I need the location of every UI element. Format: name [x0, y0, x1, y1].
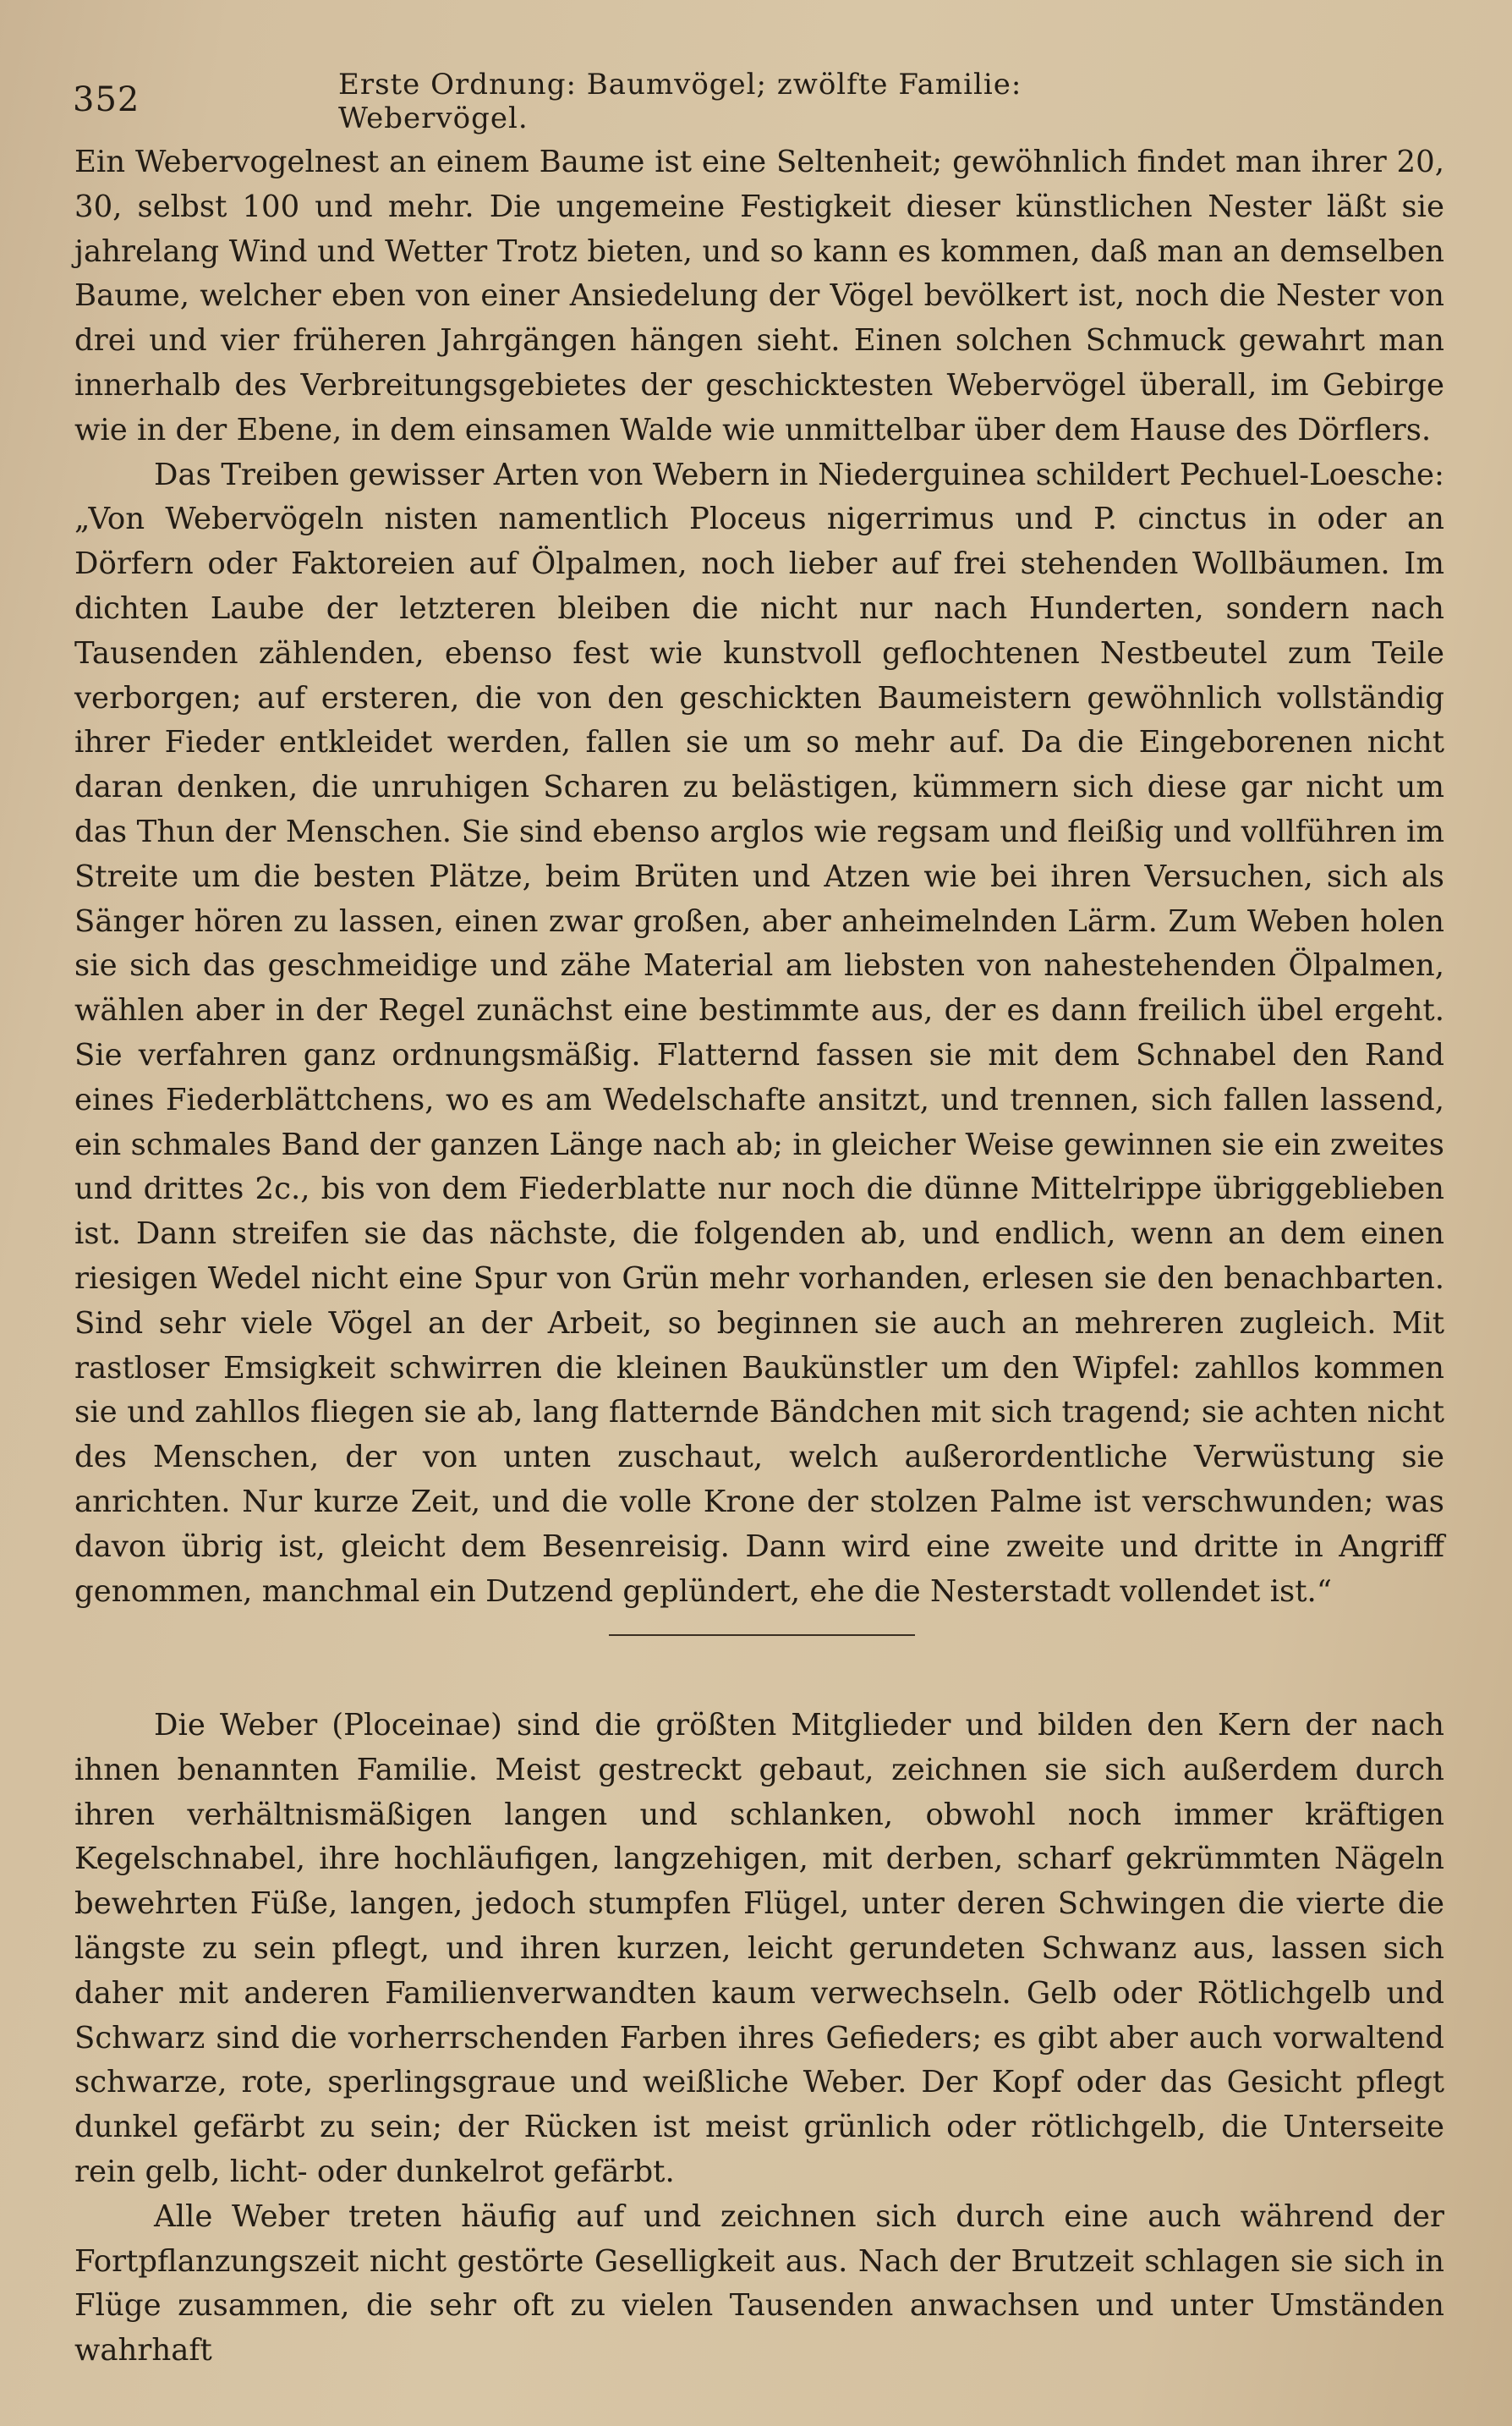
paragraph-sociability: Alle Weber treten häufig auf und zeichnen sich durch eine auch während der Fortpflanzungszeit nicht gestörte Geselligkeit aus. Nach der Brutzeit schlagen sie sich in Flüge zusammen, die sehr oft zu vielen Tausenden anwachsen und unter Umständen wahrhaft: [74, 2198, 1444, 2368]
text-block-upper: [74, 140, 1444, 1614]
text-block-lower: [74, 1704, 1444, 2374]
section-divider: [609, 1634, 915, 1636]
paragraph-nest-intro: Ein Webervogelnest an einem Baume ist eine Seltenheit; gewöhnlich findet man ihrer 20, 30, selbst 100 und mehr. Die ungemeine Festigkeit dieser künstlichen Nester läßt sie jahrelang Wind und Wetter Trotz bieten, und so kann es kommen, daß man an demselben Baume, welcher eben von einer Ansiedelung der Vögel bevölkert ist, noch die Nester von drei und vier früheren Jahrgängen hängen sieht. Einen solchen Schmuck gewahrt man innerhalb des Verbreitungsgebietes der geschicktesten Webervögel überall, im Gebirge wie in der Ebene, in dem einsamen Walde wie unmittelbar über dem Hause des Dörflers.: [74, 145, 1444, 447]
paragraph-ploceinae-description: Die Weber (Ploceinae) sind die größten Mitglieder und bilden den Kern der nach ihnen benannten Familie. Meist gestreckt gebaut, zeichnen sie sich außerdem durch ihren verhältnismäßigen langen und schlanken, obwohl noch immer kräftigen Kegelschnabel, ihre hochläufigen, langzehigen, mit derben, scharf gekrümmten Nägeln bewehrten Füße, langen, jedoch stumpfen Flügel, unter deren Schwingen die vierte die längste zu sein pflegt, und ihren kurzen, leicht gerundeten Schwanz aus, lassen sich daher mit anderen Familienverwandten kaum verwechseln. Gelb oder Rötlichgelb und Schwarz sind die vorherrschenden Farben ihres Gefieders; es gibt aber auch vorwaltend schwarze, rote, sperlingsgraue und weißliche Weber. Der Kopf oder das Gesicht pflegt dunkel gefärbt zu sein; der Rücken ist meist grünlich oder rötlichgelb, die Unterseite rein gelb, licht- oder dunkelrot gefärbt.: [74, 1708, 1444, 2189]
running-header: Erste Ordnung: Baumvögel; zwölfte Familie: Webervögel.: [338, 68, 1022, 135]
paragraph-pechuel-quote: Das Treiben gewisser Arten von Webern in Niederguinea schildert Pechuel-Loesche: „Von Webervögeln nisten namentlich Ploceus nigerrimus und P. cinctus in oder an Dörfern oder Faktoreien auf Ölpalmen, noch lieber auf frei stehenden Wollbäumen. Im dichten Laube der letzteren bleiben die nicht nur nach Hunderten, sondern nach Tausenden zählenden, ebenso fest wie kunstvoll geflochtenen Nestbeutel zum Teile verborgen; auf ersteren, die von den geschickten Baumeistern gewöhnlich vollständig ihrer Fieder entkleidet werden, fallen sie um so mehr auf. Da die Eingeborenen nicht daran denken, die unruhigen Scharen zu belästigen, kümmern sich diese gar nicht um das Thun der Menschen. Sie sind ebenso arglos wie regsam und fleißig und vollführen im Streite um die besten Plätze, beim Brüten und Atzen wie bei ihren Versuchen, sich als Sänger hören zu lassen, einen zwar großen, aber anheimelnden Lärm. Zum Weben holen sie sich das geschmeidige und zähe Material am liebsten von nahestehenden Ölpalmen, wählen aber in der Regel zunächst eine bestimmte aus, der es dann freilich übel ergeht. Sie verfahren ganz ordnungsmäßig. Flatternd fassen sie mit dem Schnabel den Rand eines Fiederblättchens, wo es am Wedelschafte ansitzt, und trennen, sich fallen lassend, ein schmales Band der ganzen Länge nach ab; in gleicher Weise gewinnen sie ein zweites und drittes 2c., bis von dem Fiederblatte nur noch die dünne Mittelrippe übriggeblieben ist. Dann streifen sie das nächste, die folgenden ab, und endlich, wenn an dem einen riesigen Wedel nicht eine Spur von Grün mehr vorhanden, erlesen sie den benachbarten. Sind sehr viele Vögel an der Arbeit, so beginnen sie auch an mehreren zugleich. Mit rastloser Emsigkeit schwirren die kleinen Baukünstler um den Wipfel: zahllos kommen sie und zahllos fliegen sie ab, lang flatternde Bändchen mit sich tragend; sie achten nicht des Menschen, der von unten zuschaut, welch außerordentliche Verwüstung sie anrichten. Nur kurze Zeit, und die volle Krone der stolzen Palme ist verschwunden; was davon übrig ist, gleicht dem Besenreisig. Dann wird eine zweite und dritte in Angriff genommen, manchmal ein Dutzend geplündert, ehe die Nesterstadt vollendet ist.“: [74, 457, 1444, 1609]
page-number: 352: [73, 80, 140, 119]
